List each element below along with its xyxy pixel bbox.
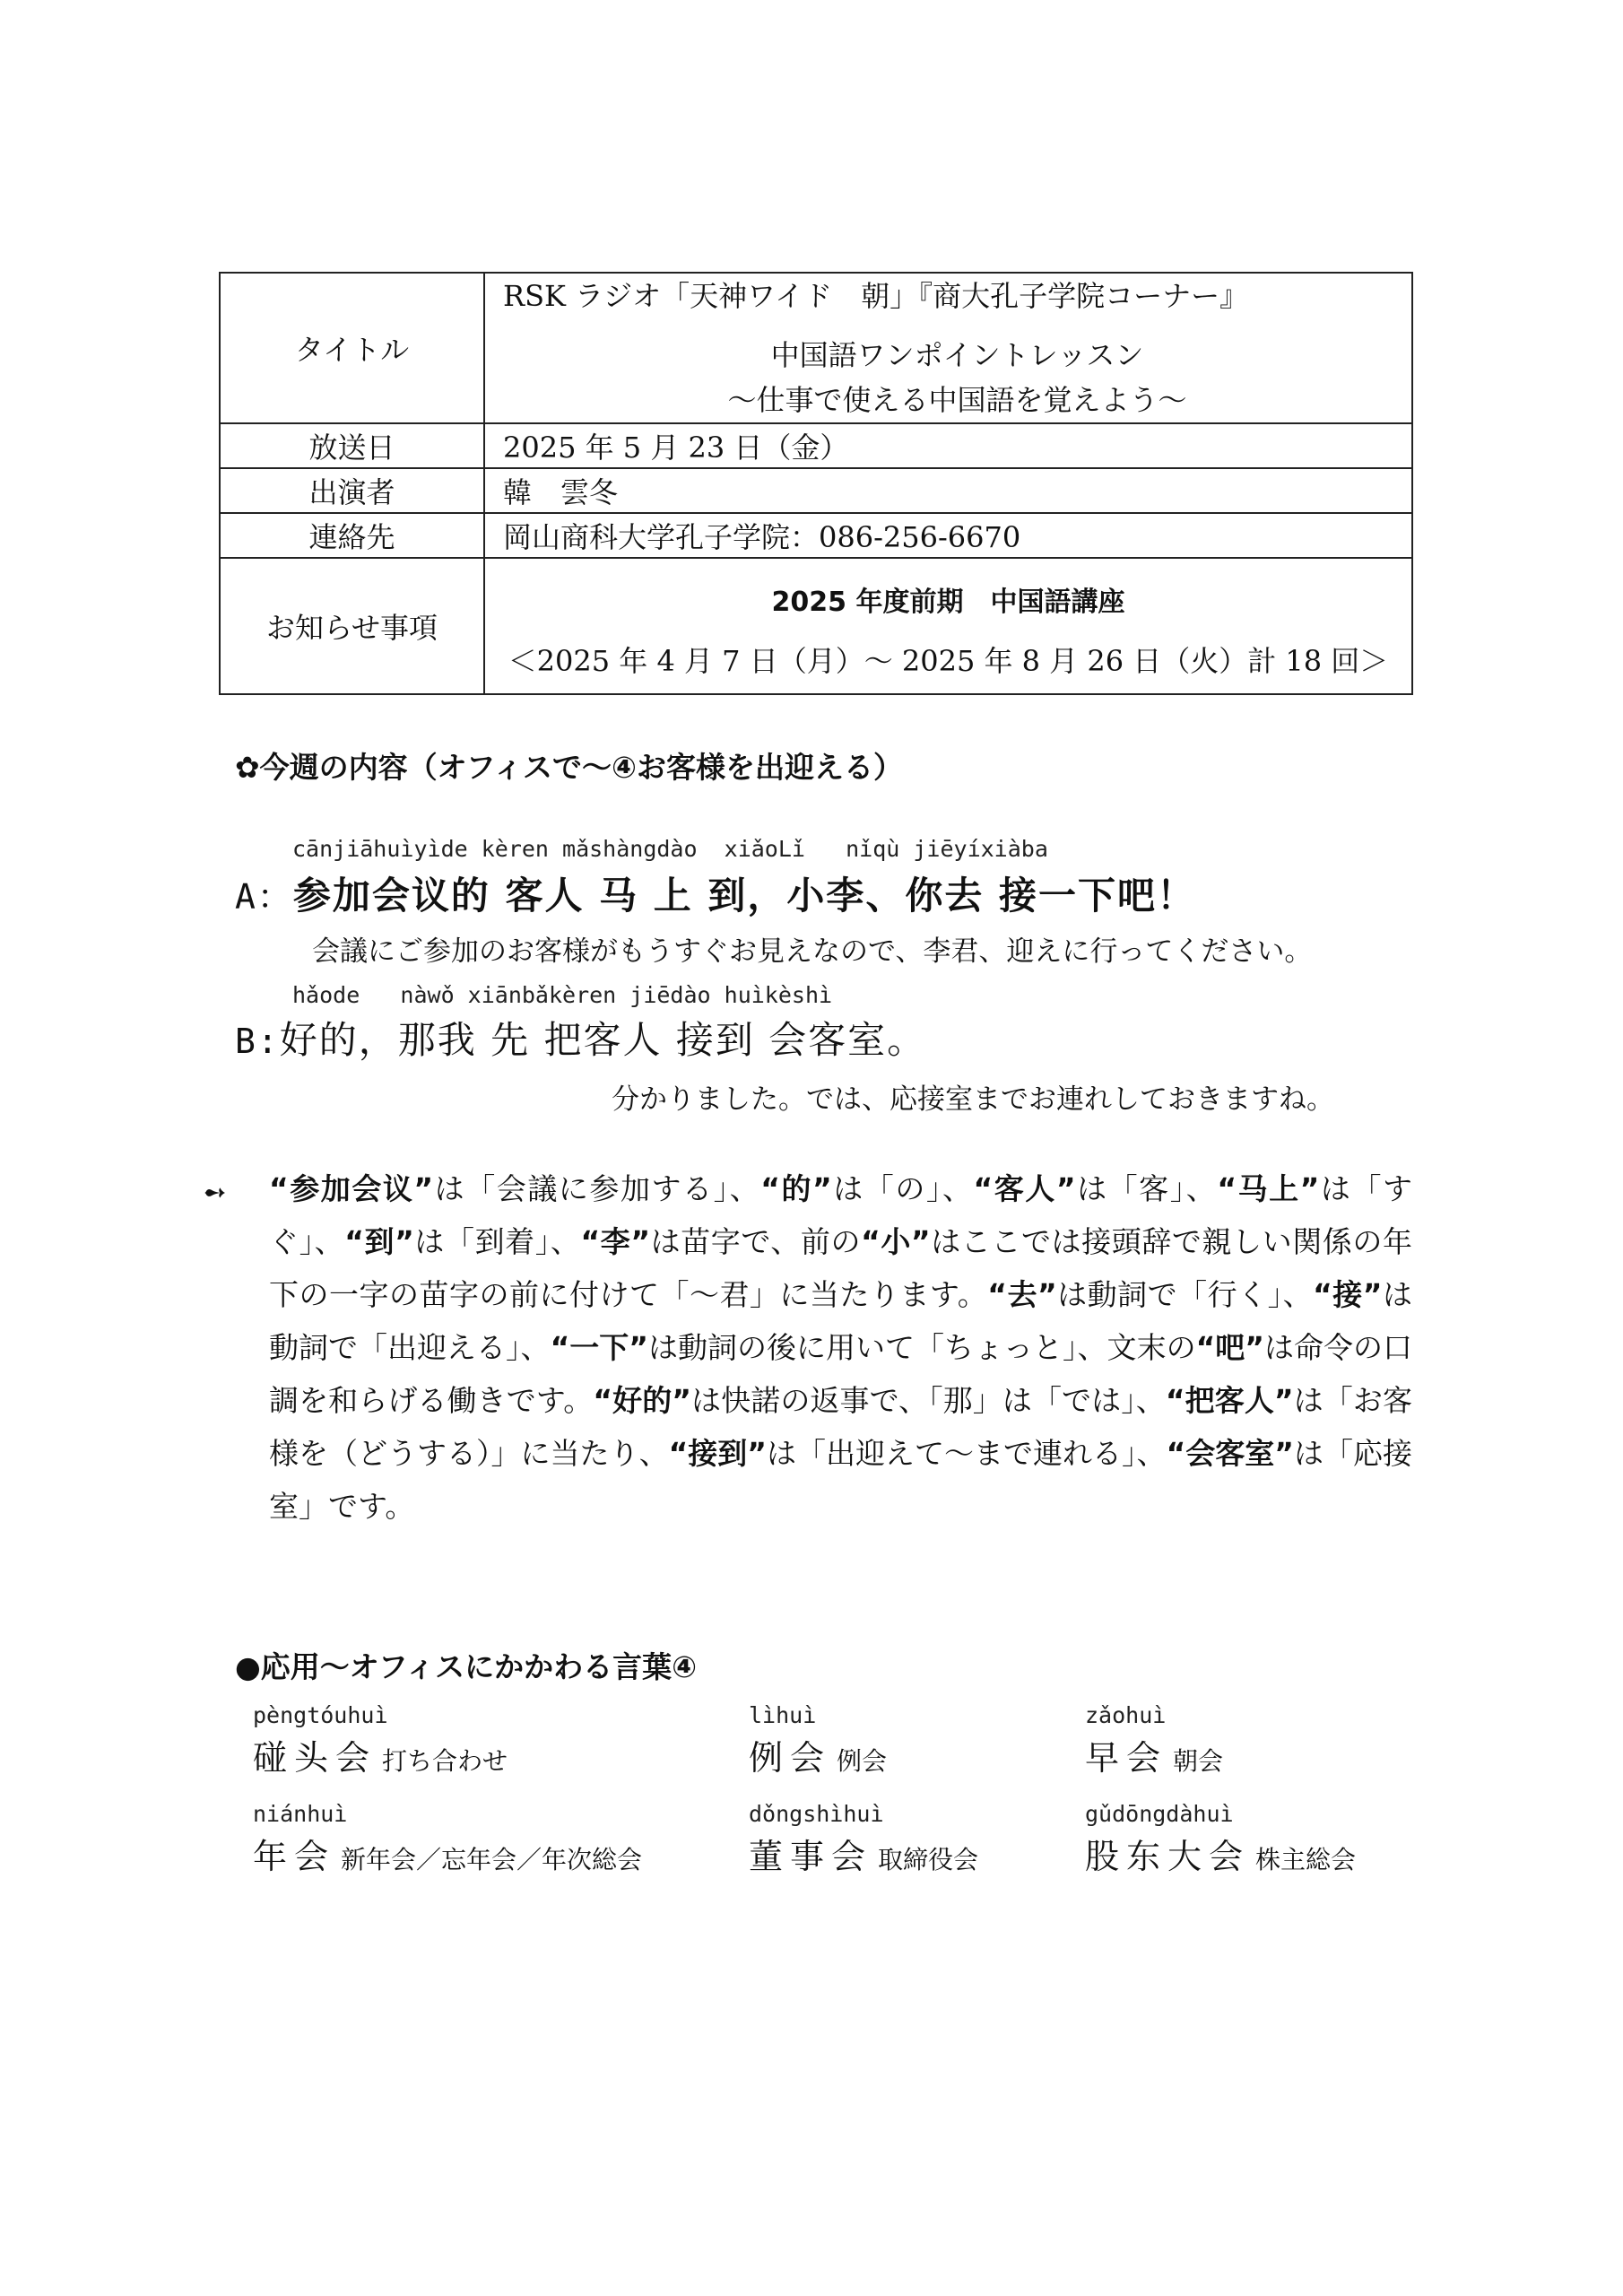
vocab-item [253, 1801, 642, 1878]
vocab-hanzi: 股东大会 [1085, 1837, 1251, 1876]
contact-value: 岡山商科大学孔子学院：086-256-6670 [484, 513, 1412, 558]
vocab-hanzi: 早会 [1085, 1738, 1168, 1778]
notice-value [484, 558, 1412, 694]
vocab-pinyin: niánhuì [253, 1801, 348, 1827]
dialog-a-hanzi: 参加会议的 客人 马 上 到，小李、你去 接一下吧！ [292, 874, 1197, 918]
notes-paragraph [269, 1162, 1412, 1533]
term: “马上” [1217, 1171, 1320, 1206]
vocab-hanzi: 年会 [253, 1837, 336, 1876]
date-value: 2025 年 5 月 23 日（金） [484, 423, 1412, 468]
speaker-b: B: [235, 1022, 280, 1061]
performer-label: 出演者 [220, 468, 484, 513]
title-value [484, 273, 1412, 423]
term: “去” [987, 1277, 1057, 1312]
vocab-item [1085, 1801, 1356, 1878]
vocab-item [749, 1801, 978, 1878]
explanation: は「到着」、 [413, 1224, 581, 1259]
term: “接” [1313, 1277, 1383, 1312]
date-label: 放送日 [220, 423, 484, 468]
term: “李” [580, 1224, 651, 1259]
term: “客人” [973, 1171, 1076, 1206]
vocab-japanese: 株主総会 [1255, 1845, 1357, 1874]
title-line-2: 中国語ワンポイントレッスン [770, 338, 1144, 372]
vocab-pinyin: lìhuì [749, 1702, 817, 1728]
vocab-pinyin: gǔdōngdàhuì [1085, 1801, 1234, 1827]
dialog-a [235, 866, 1196, 920]
term: “一下” [550, 1330, 648, 1365]
dialog-b [235, 1011, 926, 1065]
vocab-pinyin: dǒngshìhuì [749, 1801, 884, 1827]
notice-line-1: 2025 年度前期 中国語講座 [771, 587, 1125, 618]
vocab-hanzi: 董事会 [749, 1837, 873, 1876]
explanation: は命令の口調を和らげる働きです。 [269, 1330, 1412, 1418]
term: “吧” [1195, 1330, 1264, 1365]
vocab-pinyin: zǎohuì [1085, 1702, 1167, 1728]
dialog-a-pinyin: cānjiāhuìyìde kèren mǎshàngdào xiǎoLǐ nǐqù jiēyíxiàba [292, 836, 1048, 862]
explanation: は動詞で「出迎える」、 [269, 1277, 1412, 1365]
weekly-heading: ✿今週の内容（オフィスで～④お客様を出迎える） [235, 750, 903, 785]
info-table [219, 272, 1413, 695]
term: “的” [760, 1171, 832, 1206]
explanation: は動詞で「行く」、 [1056, 1277, 1314, 1312]
vocab-japanese: 取締役会 [878, 1845, 979, 1874]
explanation: は「応接室」です。 [269, 1436, 1413, 1524]
explanation: は苗字で、前の [650, 1224, 862, 1259]
title-label: タイトル [220, 273, 484, 423]
dialog-b-translation: 分かりました。では、応接室までお連れしておきますね。 [612, 1083, 1334, 1116]
explanation: はここでは接頭辞で親しい関係の年下の一字の苗字の前に付けて「～君」に当たります。 [269, 1224, 1413, 1312]
explanation: は「会議に参加する」、 [433, 1171, 761, 1206]
pointer-icon: ➻ [203, 1175, 227, 1209]
vocab-hanzi: 碰头会 [253, 1738, 378, 1778]
contact-label: 連絡先 [220, 513, 484, 558]
term: “好的” [593, 1383, 691, 1418]
vocab-item [749, 1702, 887, 1779]
explanation: は「出迎えて～まで連れる」、 [766, 1436, 1167, 1471]
title-line-3: ～仕事で使える中国語を覚えよう～ [727, 383, 1187, 417]
explanation: は動詞の後に用いて「ちょっと」、文末の [647, 1330, 1196, 1365]
applied-heading: ●応用～オフィスにかかわる言葉④ [235, 1649, 698, 1684]
dialog-a-translation: 会議にご参加のお客様がもうすぐお見えなので、李君、迎えに行ってください。 [312, 935, 1313, 968]
term: “参加会议” [269, 1171, 434, 1206]
title-line-1: RSK ラジオ「天神ワイド 朝」『商大孔子学院コーナー』 [503, 279, 1249, 313]
performer-value: 韓 雲冬 [484, 468, 1412, 513]
explanation: は「お客様を（どうする）」に当たり、 [269, 1383, 1412, 1471]
speaker-a: A： [235, 877, 293, 917]
vocab-item [253, 1702, 508, 1779]
vocab-item [1085, 1702, 1223, 1779]
explanation: は快諾の返事で、「那」は「では」、 [690, 1383, 1166, 1418]
term: “接到” [668, 1436, 767, 1471]
explanation: は「すぐ」、 [269, 1171, 1413, 1259]
vocab-japanese: 朝会 [1173, 1746, 1224, 1776]
dialog-b-pinyin: hǎode nàwǒ xiānbǎkèren jiēdào huìkèshì [292, 982, 833, 1008]
term: “把客人” [1165, 1383, 1294, 1418]
vocab-japanese: 例会 [837, 1746, 888, 1776]
term: “小” [861, 1224, 931, 1259]
vocab-japanese: 打ち合わせ [382, 1746, 508, 1776]
dialog-b-hanzi: 好的，那我 先 把客人 接到 会客室。 [279, 1018, 927, 1062]
notice-label: お知らせ事項 [220, 558, 484, 694]
term: “到” [344, 1224, 414, 1259]
vocab-japanese: 新年会／忘年会／年次総会 [341, 1845, 643, 1874]
explanation: は「の」、 [831, 1171, 974, 1206]
term: “会客室” [1166, 1436, 1294, 1471]
vocab-pinyin: pèngtóuhuì [253, 1702, 388, 1728]
notice-line-2: ＜2025 年 4 月 7 日（月）～ 2025 年 8 月 26 日（火）計 18 回＞ [508, 644, 1389, 678]
explanation: は「客」、 [1075, 1171, 1218, 1206]
vocab-hanzi: 例会 [749, 1738, 832, 1778]
